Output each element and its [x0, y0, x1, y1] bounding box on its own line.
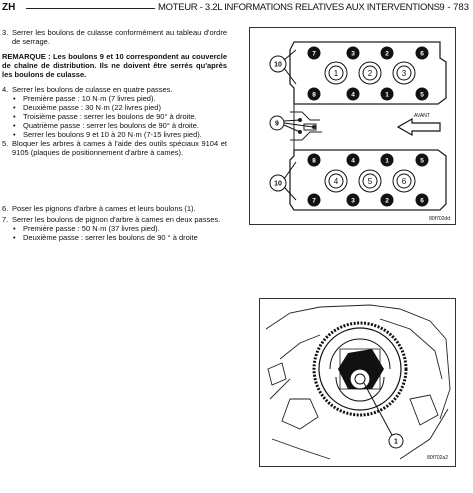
svg-text:8: 8 [312, 157, 316, 165]
step-text: Bloquer les arbres à cames à l'aide des outils spéciaux 9104 et 9105 (plaques de positionnement d'arbre à cames). [12, 139, 227, 157]
svg-text:2: 2 [385, 50, 389, 58]
step-5 [2, 139, 227, 157]
remark-note: REMARQUE : Les boulons 9 et 10 correspondent au couvercle de chaîne de distribution. Ils ne doivent être serrés qu'après les boulons de culasse. [2, 52, 227, 79]
svg-text:5: 5 [420, 91, 424, 99]
figure-code: 80f702dd [429, 216, 450, 222]
bolt-marker [347, 194, 360, 207]
cam-label: 4 [333, 177, 339, 186]
cam-label: 2 [367, 69, 373, 78]
step-number: 5. [2, 139, 9, 148]
svg-text:4: 4 [351, 157, 355, 165]
svg-text:5: 5 [420, 157, 424, 165]
svg-text:10: 10 [274, 61, 282, 69]
step-6 [2, 204, 227, 213]
step-text: Poser les pignons d'arbre à cames et leurs boulons (1). [12, 204, 196, 213]
list-item: • Deuxième passe : serrer les boulons de 90 ° à droite [13, 233, 198, 242]
svg-text:2: 2 [385, 197, 389, 205]
step-3 [2, 28, 227, 46]
step-7 [2, 215, 227, 224]
step-number: 4. [2, 85, 9, 94]
step-7-passes [13, 224, 227, 242]
bolt-marker [308, 88, 321, 101]
bolt-marker [347, 88, 360, 101]
instruction-column [2, 28, 227, 242]
figure-code: 80f702a2 [427, 455, 448, 461]
step-text: Serrer les boulons de pignon d'arbre à cames en deux passes. [12, 215, 221, 224]
page-number: 9 - 783 [439, 2, 469, 13]
bolt-marker [347, 47, 360, 60]
step-number: 3. [2, 28, 9, 37]
list-item: • Deuxième passe : 30 N·m (22 livres pied) [13, 103, 161, 112]
bolt-marker [416, 154, 429, 167]
bolt-marker [416, 47, 429, 60]
svg-text:1: 1 [385, 157, 389, 165]
front-arrow [398, 119, 440, 135]
svg-text:1: 1 [385, 91, 389, 99]
svg-text:4: 4 [351, 91, 355, 99]
cam-label: 5 [367, 177, 373, 186]
bolt-marker [381, 88, 394, 101]
step-text: Serrer les boulons de culasse conformément au tableau d'ordre de serrage. [12, 28, 227, 46]
cam-label: 3 [401, 69, 407, 78]
brand-logo: ZH [2, 2, 16, 13]
callout-1 [389, 434, 403, 448]
list-item: • Troisième passe : serrer les boulons de 90° à droite. [13, 112, 197, 121]
callout-10-top [270, 56, 286, 72]
svg-text:7: 7 [312, 197, 316, 205]
bolt-marker [416, 194, 429, 207]
bolt-marker [416, 88, 429, 101]
bolt-marker [347, 154, 360, 167]
page-header [0, 0, 473, 14]
svg-text:10: 10 [274, 180, 282, 188]
svg-text:3: 3 [351, 50, 355, 58]
cam-label: 6 [401, 177, 407, 186]
bolt-marker [308, 47, 321, 60]
step-4-passes [13, 94, 227, 139]
sprocket-figure [259, 298, 456, 467]
step-4 [2, 85, 227, 94]
svg-text:8: 8 [312, 91, 316, 99]
list-item: • Serrer les boulons 9 et 10 à 20 N·m (7-15 livres pied). [13, 130, 202, 139]
bolt-marker [308, 194, 321, 207]
step-number: 6. [2, 204, 9, 213]
bolt-sequence-figure [249, 27, 456, 225]
svg-text:6: 6 [420, 197, 424, 205]
list-item: • Première passe : 50 N·m (37 livres pied). [13, 224, 160, 233]
section-title: MOTEUR - 3.2L INFORMATIONS RELATIVES AUX INTERVENTIONS [158, 2, 440, 13]
list-item: • Quatrième passe : serrer les boulons de 90° à droite. [13, 121, 200, 130]
bolt-marker [308, 154, 321, 167]
svg-text:9: 9 [275, 120, 279, 128]
step-text: Serrer les boulons de culasse en quatre passes. [12, 85, 173, 94]
bolt-marker [381, 194, 394, 207]
cam-label: 1 [333, 69, 339, 78]
bolt-marker [381, 47, 394, 60]
front-label: AVANT [414, 113, 430, 119]
svg-text:6: 6 [420, 50, 424, 58]
bolt-marker [381, 154, 394, 167]
list-item: • Première passe : 10 N·m (7 livres pied). [13, 94, 156, 103]
svg-text:7: 7 [312, 50, 316, 58]
callout-9 [270, 116, 284, 130]
step-number: 7. [2, 215, 9, 224]
callout-10-bottom [270, 175, 286, 191]
svg-text:3: 3 [351, 197, 355, 205]
header-rule [26, 8, 155, 9]
svg-text:1: 1 [394, 438, 398, 446]
